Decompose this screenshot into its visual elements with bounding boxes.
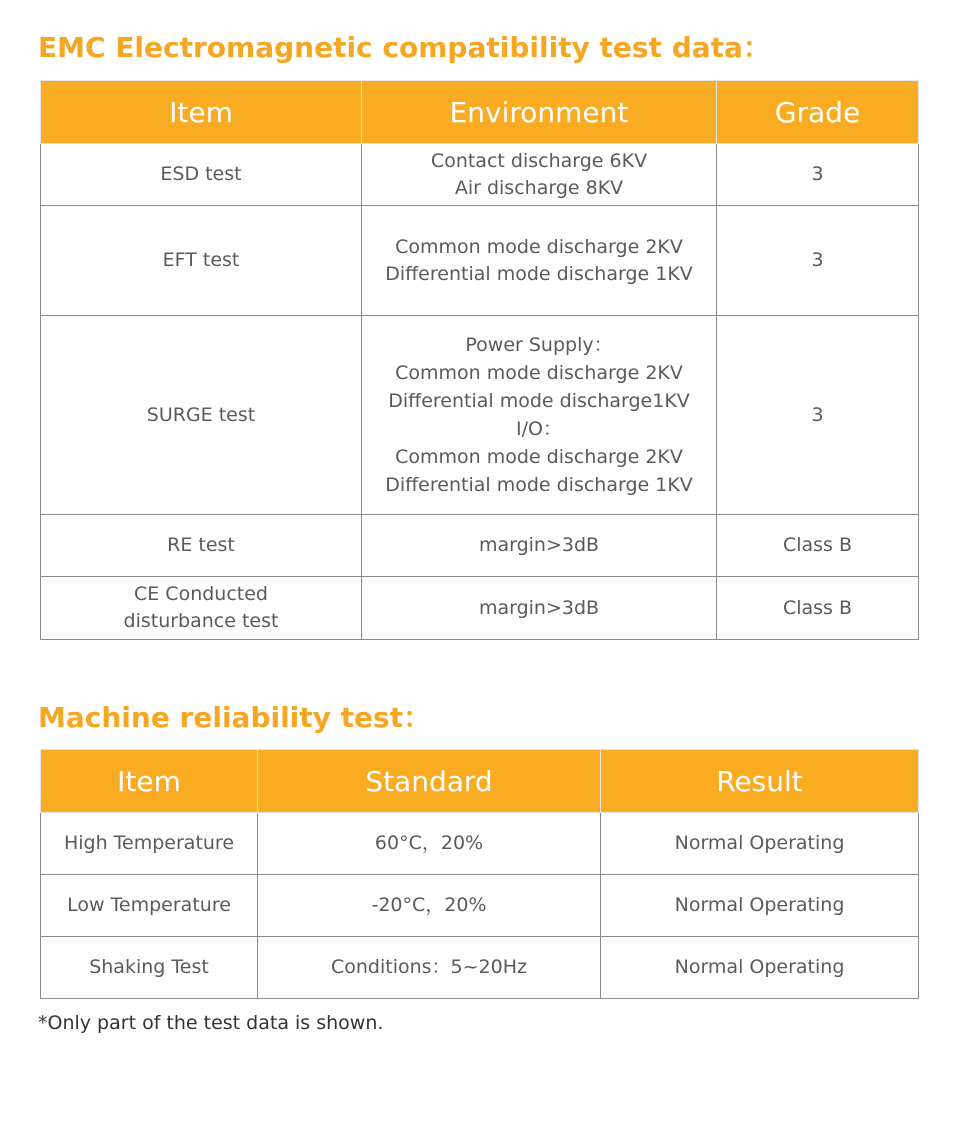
table-row (41, 144, 919, 206)
emc-grade-cell: Class B (717, 577, 919, 640)
reliability-header-row (41, 750, 919, 813)
cell-text: RE test (167, 534, 235, 556)
emc-header-grade: Grade (717, 81, 919, 144)
emc-test-table (40, 80, 919, 640)
table-row (41, 875, 919, 937)
cell-text: Air discharge 8KV (454, 176, 624, 199)
emc-header-environment: Environment (362, 81, 717, 144)
reliability-result-cell: Normal Operating (601, 875, 919, 937)
footnote: *Only part of the test data is shown. (38, 1012, 384, 1034)
reliability-header-standard: Standard (258, 750, 601, 813)
cell-text: Differential mode discharge 1KV (385, 474, 693, 496)
reliability-item-cell: Low Temperature (41, 875, 258, 937)
reliability-header-item: Item (41, 750, 258, 813)
emc-grade-cell: 3 (717, 206, 919, 316)
reliability-result-cell: Normal Operating (601, 813, 919, 875)
table-row (41, 206, 919, 316)
emc-environment-cell (362, 144, 717, 206)
emc-item-cell (41, 515, 362, 577)
emc-header-row (41, 81, 919, 144)
emc-item-cell (41, 144, 362, 206)
reliability-standard-cell: -20°C，20% (258, 875, 601, 937)
emc-environment-cell (362, 515, 717, 577)
emc-grade-cell: 3 (717, 144, 919, 206)
cell-text: Contact discharge 6KV (430, 149, 648, 172)
emc-environment-cell (362, 577, 717, 640)
table-row (41, 316, 919, 515)
cell-text: margin>3dB (478, 596, 600, 619)
emc-grade-cell: Class B (717, 515, 919, 577)
cell-text: EFT test (162, 249, 240, 271)
cell-text: Differential mode discharge1KV (388, 390, 690, 412)
emc-item-cell (41, 316, 362, 515)
reliability-item-cell: High Temperature (41, 813, 258, 875)
emc-header-item: Item (41, 81, 362, 144)
emc-item-cell (41, 206, 362, 316)
reliability-standard-cell: Conditions：5~20Hz (258, 937, 601, 999)
emc-environment-cell (362, 316, 717, 515)
cell-text: Common mode discharge 2KV (395, 362, 683, 384)
emc-grade-cell: 3 (717, 316, 919, 515)
reliability-standard-cell: 60°C，20% (258, 813, 601, 875)
table-row (41, 813, 919, 875)
table-row (41, 515, 919, 577)
cell-text: ESD test (160, 163, 242, 185)
emc-environment-cell (362, 206, 717, 316)
reliability-header-result: Result (601, 750, 919, 813)
cell-text: Power Supply： (465, 334, 613, 356)
reliability-item-cell: Shaking Test (41, 937, 258, 999)
cell-text: margin>3dB (478, 534, 600, 556)
cell-text: Common mode discharge 2KV (395, 235, 683, 258)
cell-text: I/O： (516, 418, 562, 440)
table-row (41, 937, 919, 999)
reliability-result-cell: Normal Operating (601, 937, 919, 999)
cell-text: SURGE test (146, 403, 256, 426)
cell-text: Common mode discharge 2KV (395, 446, 683, 468)
reliability-test-table (40, 749, 919, 999)
emc-section-title: EMC Electromagnetic compatibility test data： (38, 31, 771, 64)
emc-item-cell (41, 577, 362, 640)
table-row (41, 577, 919, 640)
cell-text: CE Conducted (134, 583, 268, 605)
cell-text: disturbance test (123, 610, 279, 632)
reliability-section-title: Machine reliability test： (38, 701, 432, 734)
cell-text: Differential mode discharge 1KV (385, 262, 693, 285)
